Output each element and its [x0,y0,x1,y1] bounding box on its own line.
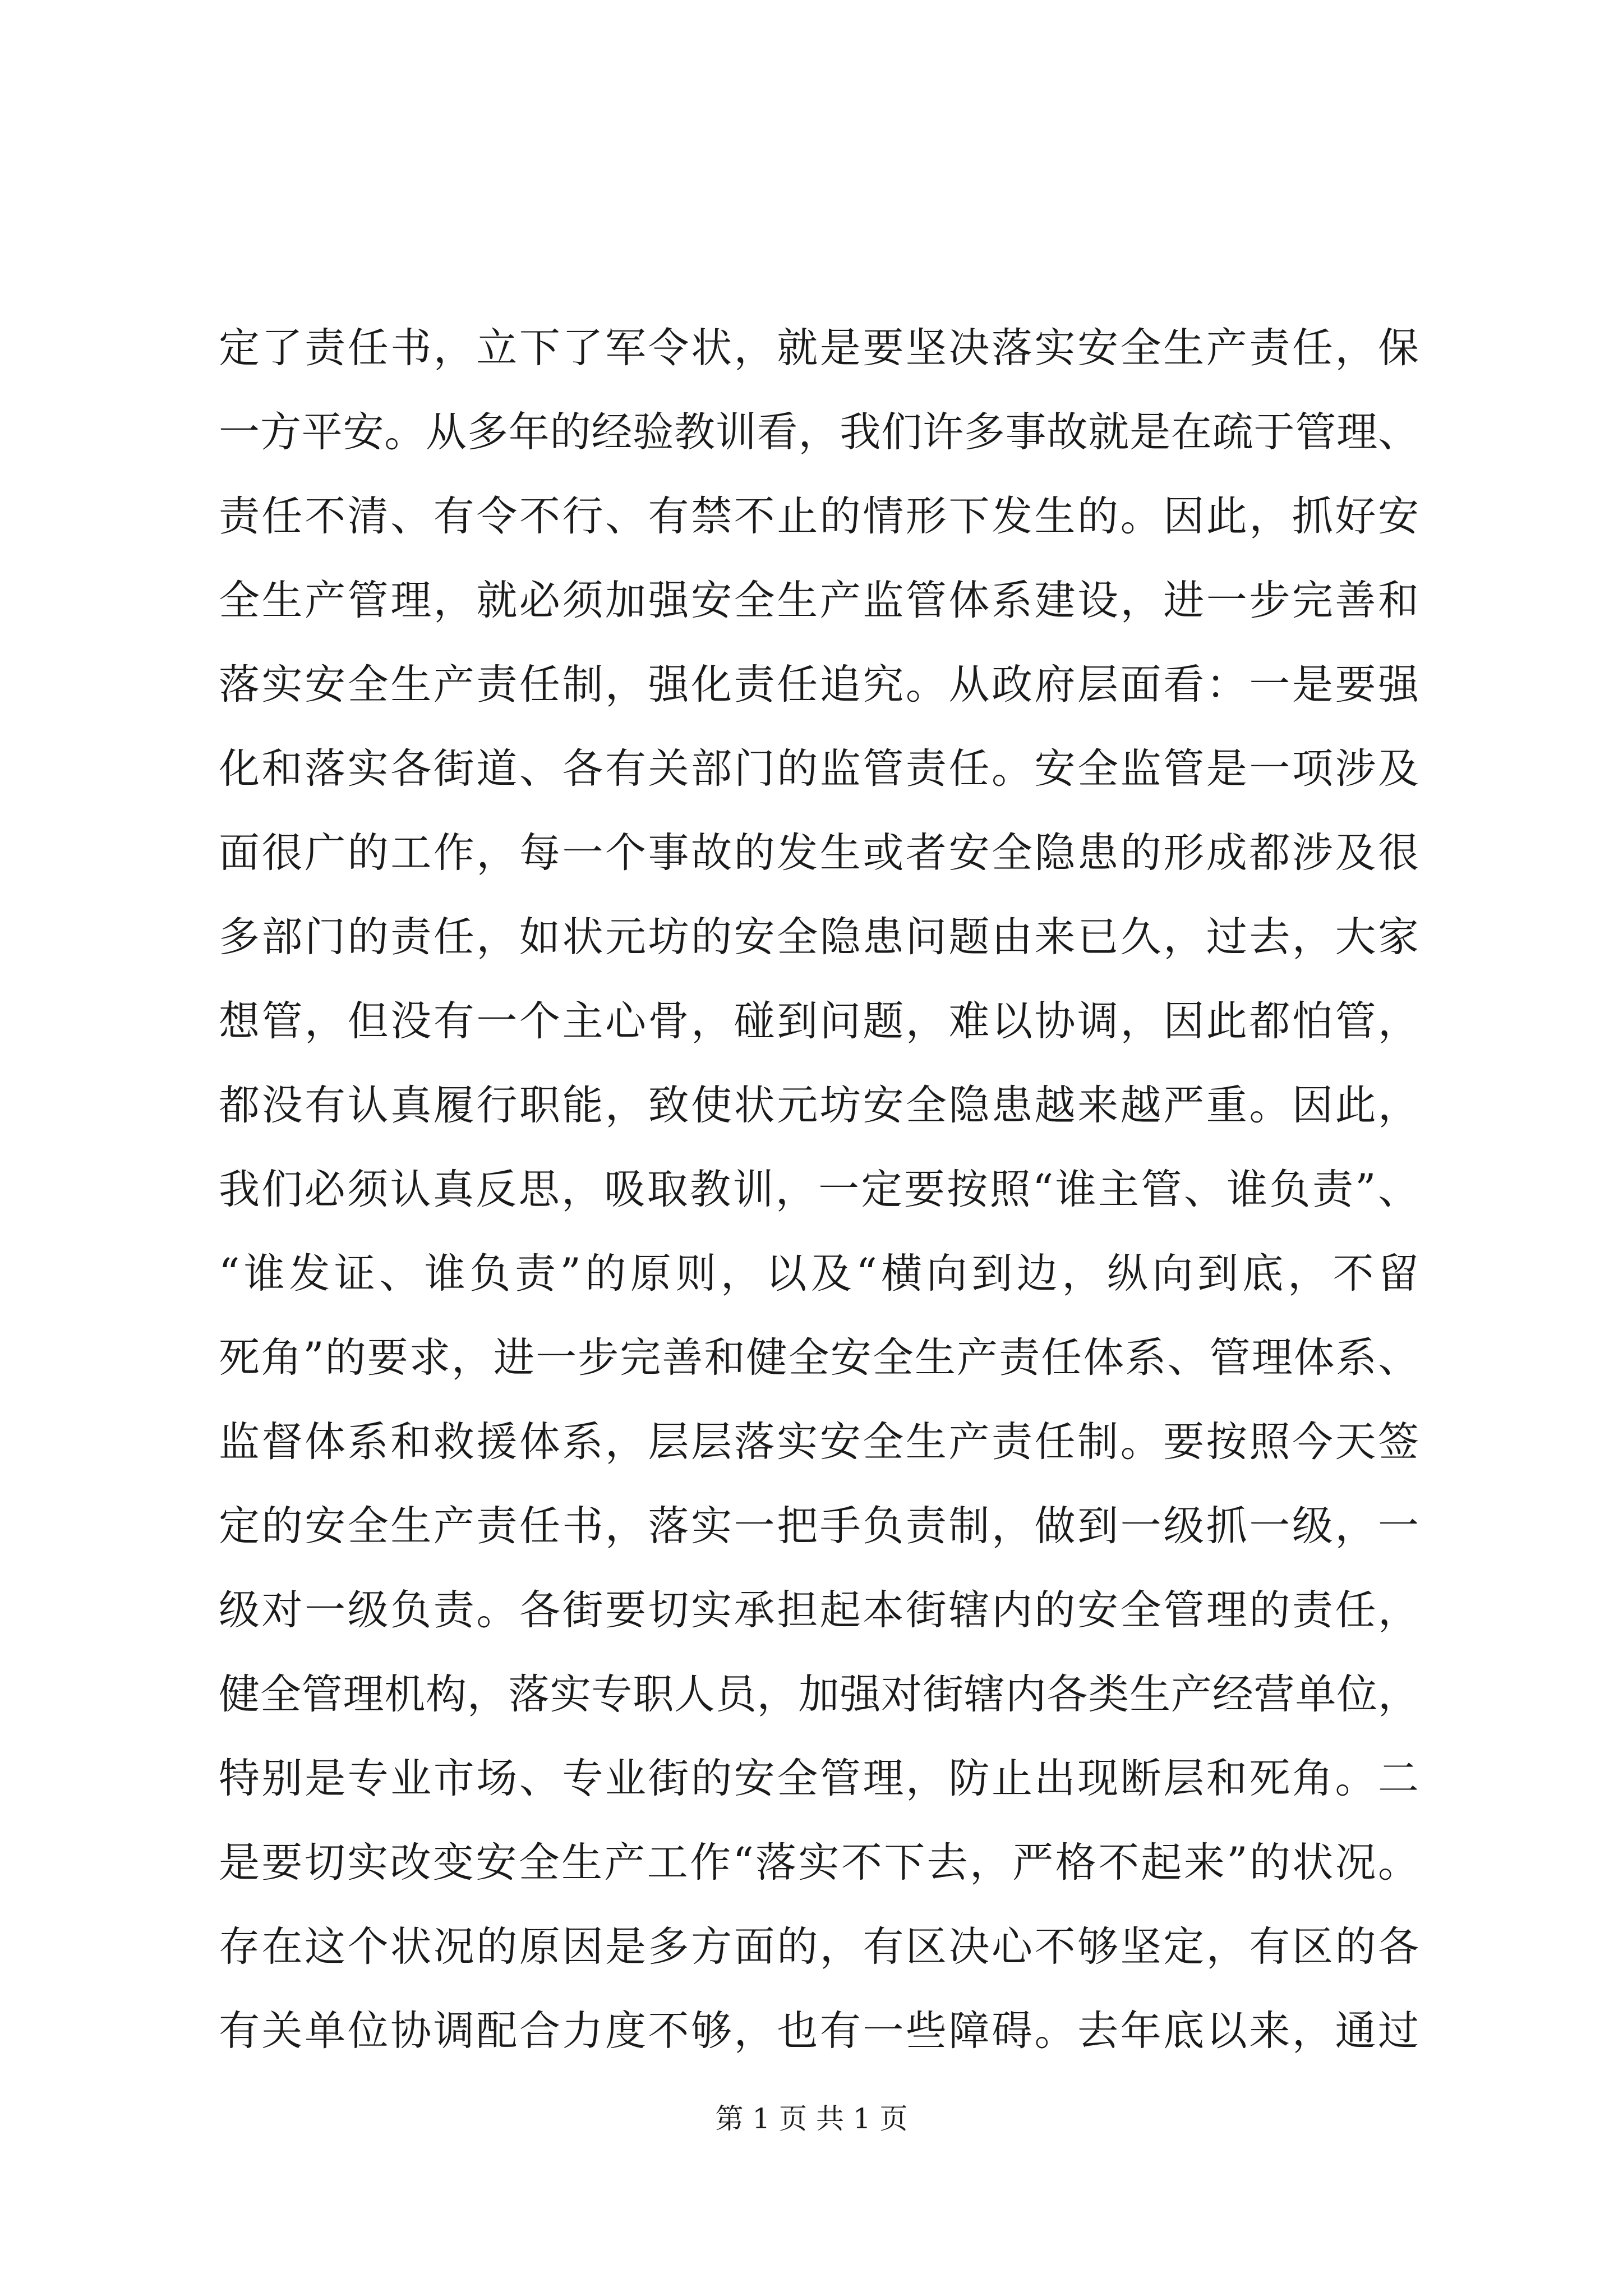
text-line: 定的安全生产责任书，落实一把手负责制，做到一级抓一级，一 [219,1502,1419,1550]
text-line: 面很广的工作，每一个事故的发生或者安全隐患的形成都涉及很 [219,829,1419,877]
text-line: 特别是专业市场、专业街的安全管理，防止出现断层和死角。二 [219,1755,1419,1802]
page-footer [0,2099,1623,2138]
text-line: 我们必须认真反思，吸取教训，一定要按照“谁主管、谁负责”、 [219,1166,1419,1213]
text-line: 落实安全生产责任制，强化责任追究。从政府层面看：一是要强 [219,661,1419,708]
text-line: 健全管理机构，落实专职人员，加强对街辖内各类生产经营单位， [219,1671,1419,1718]
text-line: 化和落实各街道、各有关部门的监管责任。安全监管是一项涉及 [219,745,1419,793]
text-line: 多部门的责任，如状元坊的安全隐患问题由来已久，过去，大家 [219,913,1419,961]
text-line: 是要切实改变安全生产工作“落实不下去，严格不起来”的状况。 [219,1839,1419,1887]
text-line: 死角”的要求，进一步完善和健全安全生产责任体系、管理体系、 [219,1334,1419,1382]
text-line: 监督体系和救援体系，层层落实安全生产责任制。要按照今天签 [219,1418,1419,1466]
text-line: 一方平安。从多年的经验教训看，我们许多事故就是在疏于管理、 [219,408,1419,456]
text-line: “谁发证、谁负责”的原则，以及“横向到边，纵向到底，不留 [219,1250,1419,1297]
body-text [219,306,1419,2073]
text-line: 想管，但没有一个主心骨，碰到问题，难以协调，因此都怕管， [219,997,1419,1045]
text-line: 全生产管理，就必须加强安全生产监管体系建设，进一步完善和 [219,577,1419,624]
page-number-label: 第 1 页 共 1 页 [715,2102,908,2135]
text-line: 责任不清、有令不行、有禁不止的情形下发生的。因此，抓好安 [219,493,1419,540]
text-line: 级对一级负责。各街要切实承担起本街辖内的安全管理的责任， [219,1586,1419,1634]
text-line: 定了责任书，立下了军令状，就是要坚决落实安全生产责任，保 [219,324,1419,372]
text-line: 都没有认真履行职能，致使状元坊安全隐患越来越严重。因此， [219,1082,1419,1129]
text-line: 有关单位协调配合力度不够，也有一些障碍。去年底以来，通过 [219,2007,1419,2055]
text-line: 存在这个状况的原因是多方面的，有区决心不够坚定，有区的各 [219,1923,1419,1971]
